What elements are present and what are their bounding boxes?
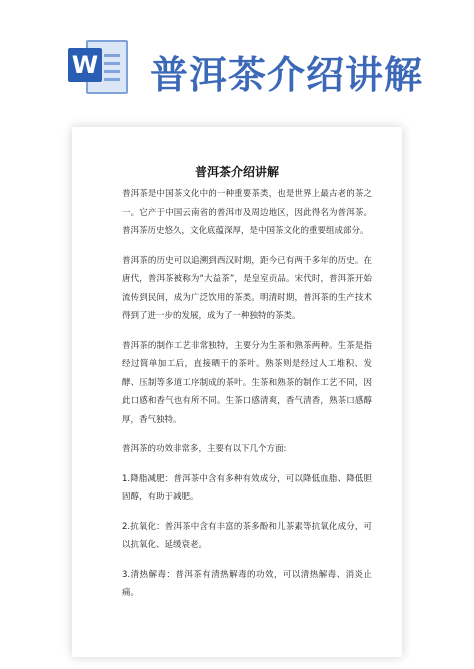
- banner-title: 普洱茶介绍讲解: [150, 53, 424, 97]
- paragraph: 普洱茶的历史可以追溯到西汉时期，距今已有两千多年的历史。在唐代，普洱茶被称为“大益茶”，是皇室贡品。宋代时，普洱茶开始流传到民间，成为广泛饮用的茶类。明清时期，普洱茶的生产技术得到了进一步的发展，成为了一种独特的茶类。: [122, 255, 372, 321]
- paragraph: 3.清热解毒：普洱茶有清热解毒的功效，可以清热解毒、消炎止痛。: [122, 569, 372, 598]
- word-badge: W: [68, 48, 102, 82]
- word-logo-icon: [68, 36, 130, 98]
- banner-header: [0, 0, 474, 140]
- document-body: [122, 185, 372, 614]
- document-title: 普洱茶介绍讲解: [194, 165, 279, 179]
- paragraph: 2.抗氧化：普洱茶中含有丰富的茶多酚和儿茶素等抗氧化成分，可以抗氧化、延缓衰老。: [122, 521, 372, 550]
- paragraph: 1.降脂减肥：普洱茶中含有多种有效成分，可以降低血脂、降低胆固醇，有助于减肥。: [122, 473, 372, 502]
- paragraph: 普洱茶是中国茶文化中的一种重要茶类，也是世界上最古老的茶之一。它产于中国云南省的普洱市及周边地区，因此得名为普洱茶。普洱茶历史悠久，文化底蕴深厚，是中国茶文化的重要组成部分。: [122, 189, 372, 236]
- paragraph: 普洱茶的制作工艺非常独特，主要分为生茶和熟茶两种。生茶是指经过简单加工后，直接晒干的茶叶。熟茶则是经过人工堆积、发酵、压制等多道工序制成的茶叶。生茶和熟茶的制作工艺不同，因此口感和香气也有所不同。生茶口感清爽，香气清香，熟茶口感醇厚，香气独特。: [122, 340, 372, 425]
- document-page: [72, 127, 402, 657]
- paragraph: 普洱茶的功效非常多，主要有以下几个方面:: [122, 444, 287, 454]
